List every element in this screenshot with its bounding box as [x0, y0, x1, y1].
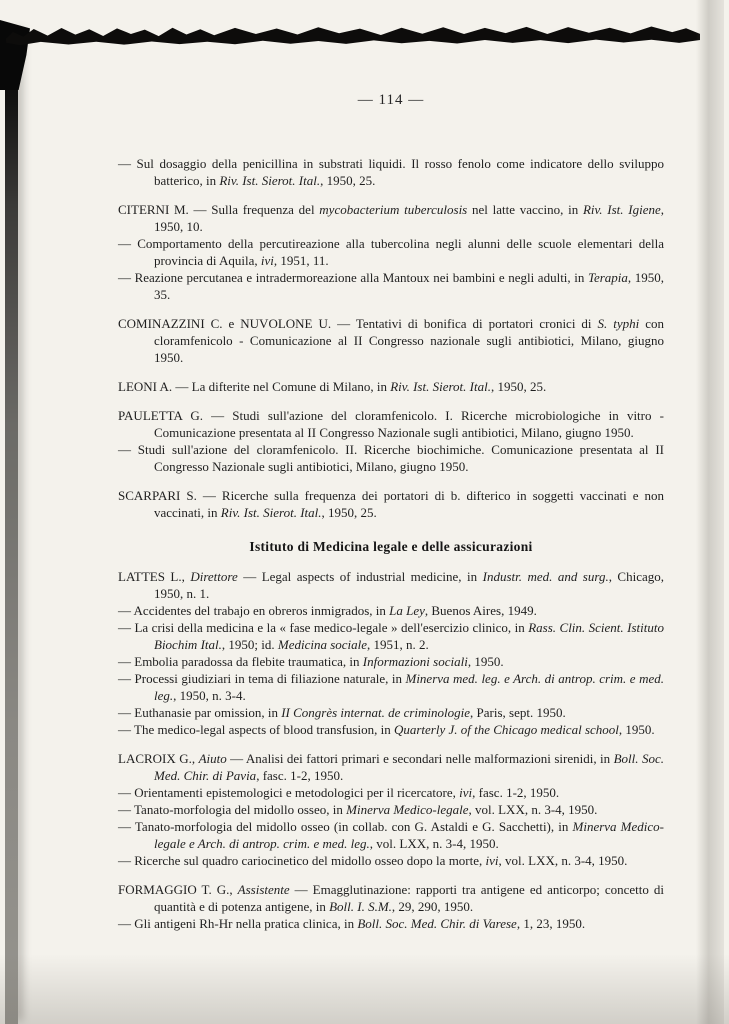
page-content	[118, 92, 664, 932]
bibliography-entry	[118, 704, 664, 721]
entry-text: PAULETTA G. — Studi sull'azione del cloramfenicolo. I. Ricerche microbiologiche in vitro - Comunicazione presentata al II Congresso Nazionale sugli antibiotici, Milano, giugno 1950.	[118, 408, 664, 440]
entry-text-italic: Informazioni sociali	[362, 654, 468, 669]
entry-text: — Embolia paradossa da flebite traumatica, in	[118, 654, 363, 669]
entry-text: , Buenos Aires, 1949.	[424, 603, 537, 618]
scan-corner-artifact	[0, 20, 30, 90]
entry-text: , 1950, 25.	[321, 505, 377, 520]
entry-text: , 1950, 10.	[154, 202, 664, 234]
bibliography-entry	[118, 155, 664, 189]
entry-text: , 1950, 35.	[154, 270, 665, 302]
entry-text-italic: ivi	[459, 785, 473, 800]
entry-text: — Legal aspects of industrial medicine, in	[237, 569, 483, 584]
bibliography-entry	[118, 881, 664, 915]
bibliography-entry	[118, 818, 664, 852]
scan-bottom-edge-shadow	[0, 954, 729, 1024]
entry-text-italic: La Ley	[389, 603, 425, 618]
entry-text-italic: mycobacterium tuberculosis	[319, 202, 468, 217]
bibliography-entry	[118, 378, 664, 395]
entry-text-italic: ivi	[260, 253, 274, 268]
entry-text: — Euthanasie par omission, in	[118, 705, 282, 720]
entry-block	[118, 487, 664, 521]
bibliography-entry	[118, 201, 664, 235]
entry-text: con cloramfenicolo - Comunicazione al II Congresso nazionale sugli antibiotici, Milano, giugno 1950.	[154, 316, 665, 365]
entry-text: , 1, 23, 1950.	[516, 916, 586, 931]
entry-text: LEONI A. — La difterite nel Comune di Milano, in	[118, 379, 391, 394]
bibliography-entry	[118, 568, 664, 602]
entry-text: — Studi sull'azione del cloramfenicolo. II. Ricerche biochimiche. Comunicazione presentata al II Congresso Nazionale sugli antibiotici, Milano, giugno 1950.	[118, 442, 664, 474]
entry-text: — Ricerche sul quadro cariocinetico del midollo osseo dopo la morte,	[118, 853, 486, 868]
entry-text: , Chicago, 1950, n. 1.	[154, 569, 664, 601]
entry-text-italic: Direttore	[190, 569, 238, 584]
entry-text: — Analisi dei fattori primari e secondari nelle malformazioni sirenidi, in	[226, 751, 614, 766]
entry-block	[118, 881, 664, 932]
entry-text: — Tanato-morfologia del midollo osseo, in	[118, 802, 347, 817]
entry-text-italic: Minerva Medico-legale e Arch. di antrop. crim. e med. leg.	[154, 819, 664, 851]
bibliography-entry	[118, 441, 664, 475]
entry-text: — Accidentes del trabajo en obreros inmigrados, in	[118, 603, 390, 618]
entry-text-italic: Riv. Ist. Sierot. Ital.	[219, 173, 321, 188]
section-heading: Istituto di Medicina legale e delle assicurazioni	[249, 539, 533, 554]
entry-text: , 1950.	[618, 722, 655, 737]
entry-text-italic: Industr. med. and surg.	[482, 569, 609, 584]
entry-text-italic: Rass. Clin. Scient. Istituto Biochim Ital.	[154, 620, 664, 652]
entry-text: , 29, 290, 1950.	[391, 899, 474, 914]
entry-text: , Paris, sept. 1950.	[470, 705, 566, 720]
entry-text: — Orientamenti epistemologici e metodologici per il ricercatore,	[118, 785, 460, 800]
entry-text: — Sul dosaggio della penicillina in substrati liquidi. Il rosso fenolo come indicatore dello sviluppo batterico, in	[118, 156, 664, 188]
entry-text-italic: Minerva Medico-legale	[346, 802, 469, 817]
bibliography-entry	[118, 852, 664, 869]
entry-text: FORMAGGIO T. G.,	[118, 882, 238, 897]
bibliography-entry	[118, 801, 664, 818]
entry-text: LATTES L.,	[118, 569, 191, 584]
entry-text-italic: Aiuto	[198, 751, 227, 766]
entry-text: SCARPARI S. — Ricerche sulla frequenza dei portatori di b. difterico in soggetti vaccinati e non vaccinati, in	[118, 488, 664, 520]
bibliography-entry	[118, 315, 664, 366]
bibliography-entry	[118, 407, 664, 441]
entry-text: , vol. LXX, n. 3-4, 1950.	[468, 802, 598, 817]
entry-text-italic: ivi	[485, 853, 499, 868]
entry-text-italic: II Congrès internat. de criminologie	[281, 705, 471, 720]
entry-block	[118, 378, 664, 395]
entry-text: — Tanato-morfologia del midollo osseo (in collab. con G. Astaldi e G. Sacchetti), in	[118, 819, 573, 834]
entry-text-italic: Riv. Ist. Igiene	[582, 202, 661, 217]
entry-text-italic: Minerva med. leg. e Arch. di antrop. crim. e med. leg.	[154, 671, 664, 703]
bibliography-entry	[118, 653, 664, 670]
page-number: — 114 —	[357, 92, 425, 108]
entry-text: , fasc. 1-2, 1950.	[256, 768, 344, 783]
entry-text: — La crisi della medicina e la « fase medico-legale » dell'esercizio clinico, in	[118, 620, 529, 635]
entry-text: , 1950; id.	[221, 637, 278, 652]
entry-text: nel latte vaccino, in	[467, 202, 583, 217]
entry-text: CITERNI M. — Sulla frequenza del	[118, 202, 320, 217]
entry-text: COMINAZZINI C. e NUVOLONE U. — Tentativi di bonifica di portatori cronici di	[118, 316, 598, 331]
bibliography-entry	[118, 915, 664, 932]
entry-block	[118, 201, 664, 303]
bibliography-entry	[118, 619, 664, 653]
entry-text: , fasc. 1-2, 1950.	[472, 785, 560, 800]
entry-text: — Reazione percutanea e intradermoreazione alla Mantoux nei bambini e negli adulti, in	[118, 270, 588, 285]
entry-block	[118, 568, 664, 738]
entry-text-italic: Boll. Soc. Med. Chir. di Pavia	[154, 751, 664, 783]
entry-text: — The medico-legal aspects of blood transfusion, in	[118, 722, 394, 737]
entry-text: , 1951, 11.	[273, 253, 329, 268]
entry-text-italic: S. typhi	[597, 316, 640, 331]
entry-text-italic: Boll. Soc. Med. Chir. di Varese	[357, 916, 517, 931]
entry-text-italic: Terapia	[587, 270, 628, 285]
scan-top-artifact	[6, 25, 700, 46]
entry-text: , vol. LXX, n. 3-4, 1950.	[369, 836, 499, 851]
entry-text: — Comportamento della percutireazione alla tubercolina negli alunni delle scuole elementari della provincia di Aquila,	[118, 236, 664, 268]
bibliography-entry	[118, 235, 664, 269]
entry-text: LACROIX G.,	[118, 751, 199, 766]
scan-binding-strip	[5, 26, 18, 1024]
entry-text: , 1950, 25.	[320, 173, 376, 188]
entry-text-italic: Quarterly J. of the Chicago medical school	[393, 722, 619, 737]
entry-block	[118, 315, 664, 366]
scan-right-edge-shadow	[696, 0, 724, 1024]
bibliography-entry	[118, 784, 664, 801]
entry-text: , 1950, n. 3-4.	[173, 688, 246, 703]
entry-text: — Gli antigeni Rh-Hr nella pratica clinica, in	[118, 916, 358, 931]
entry-block	[118, 155, 664, 189]
entry-text: , vol. LXX, n. 3-4, 1950.	[498, 853, 628, 868]
entry-text-italic: Boll. I. S.M.	[329, 899, 392, 914]
entry-text-italic: Medicina sociale	[277, 637, 368, 652]
bibliography-entry	[118, 487, 664, 521]
bibliography-entry	[118, 750, 664, 784]
bibliography-entry	[118, 670, 664, 704]
entry-text: — Processi giudiziari in tema di filiazione naturale, in	[118, 671, 406, 686]
bibliography-entry	[118, 602, 664, 619]
bibliography-entry	[118, 269, 664, 303]
entry-text-italic: Riv. Ist. Sierot. Ital.	[390, 379, 491, 394]
entry-text-italic: Assistente	[237, 882, 290, 897]
entry-text-italic: Riv. Ist. Sierot. Ital.	[220, 505, 322, 520]
entry-block	[118, 750, 664, 869]
entry-block	[118, 407, 664, 475]
entry-text: , 1950.	[467, 654, 504, 669]
bibliography	[118, 155, 664, 932]
entry-text: , 1950, 25.	[490, 379, 547, 394]
entry-text: — Emagglutinazione: rapporti tra antigene ed anticorpo; concetto di quantità e di potenza antigene, in	[154, 882, 664, 914]
bibliography-entry	[118, 721, 664, 738]
entry-text: , 1951, n. 2.	[367, 637, 429, 652]
